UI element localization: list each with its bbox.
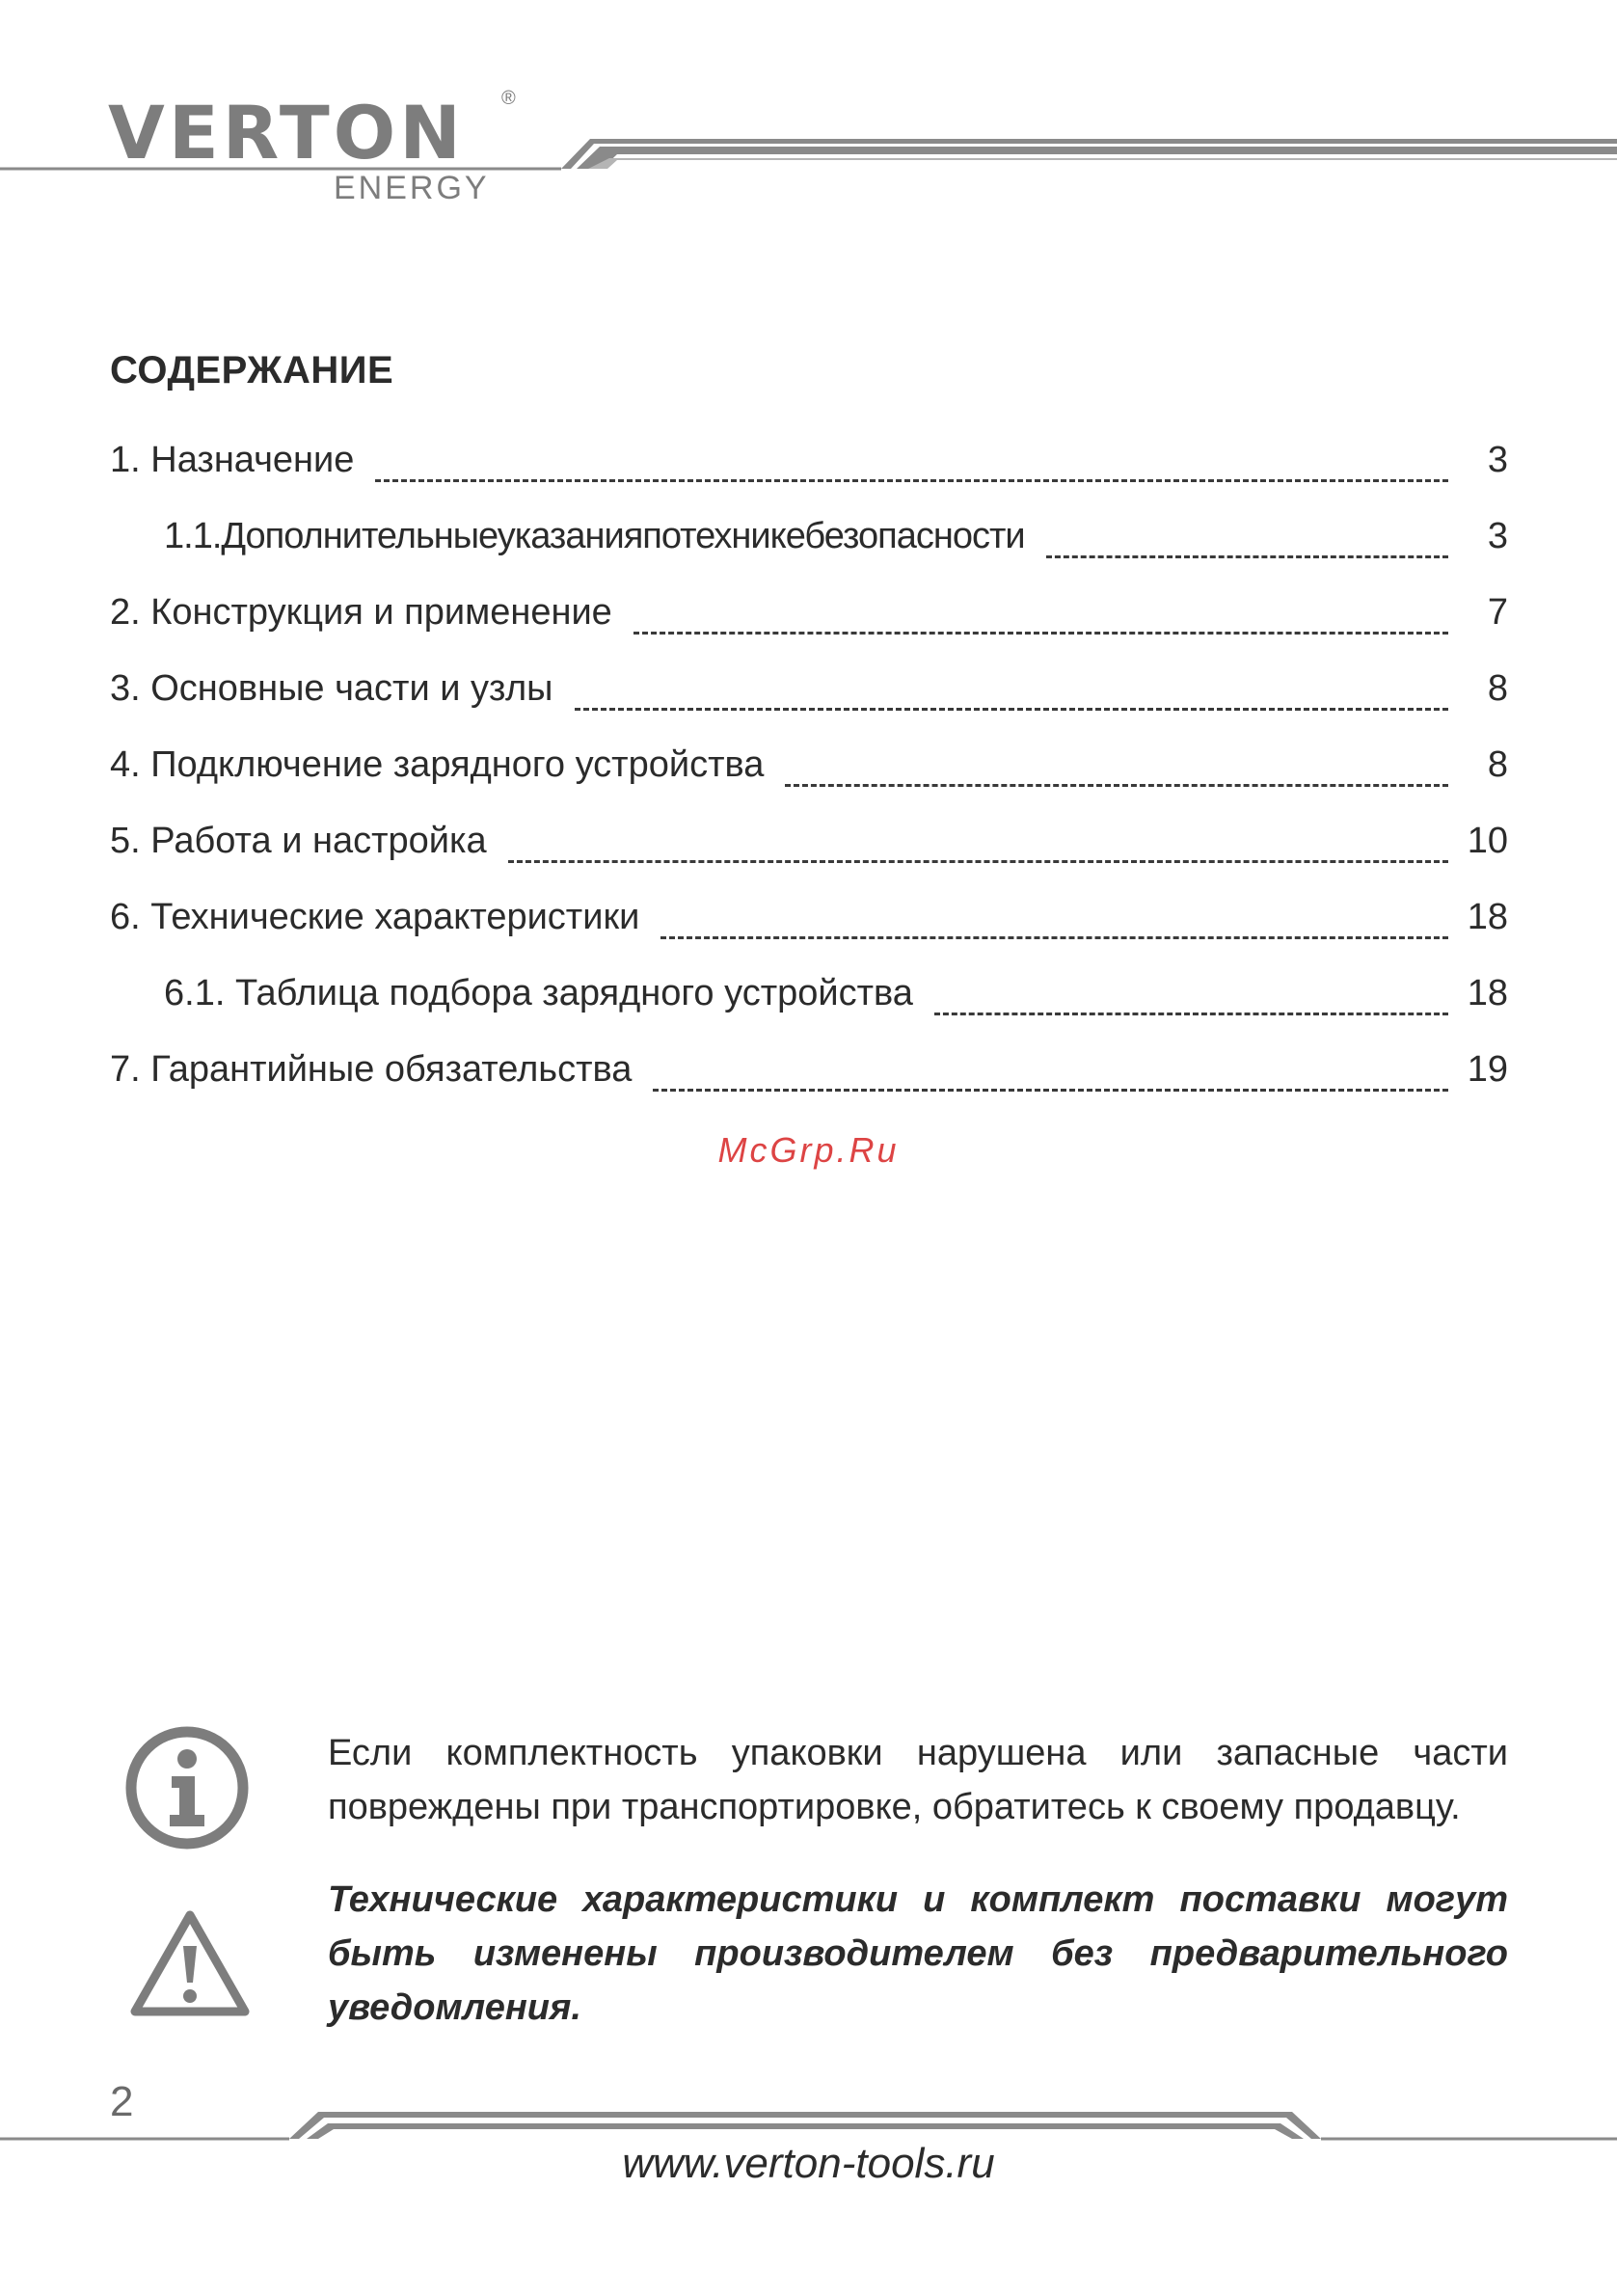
watermark: McGrp.Ru (717, 1130, 900, 1170)
toc-item[interactable] (110, 436, 1508, 484)
toc-item[interactable] (110, 817, 1508, 865)
toc-item[interactable] (110, 741, 1508, 789)
website-link[interactable]: www.verton-tools.ru (622, 2140, 995, 2187)
brand-logo-subtitle: ENERGY (334, 170, 490, 206)
toc-leader (934, 1013, 1448, 1015)
toc-item-label: 6.1. Таблица подбора зарядного устройства (164, 973, 913, 1013)
header-rule (0, 125, 1617, 174)
toc-item[interactable] (110, 588, 1508, 636)
toc-item-label: 2. Конструкция и применение (110, 592, 612, 633)
toc-leader (660, 936, 1448, 939)
toc-item-page: 10 (1467, 821, 1508, 861)
toc-leader (375, 479, 1448, 482)
toc-leader (508, 860, 1448, 863)
warning-icon (127, 1907, 253, 2019)
toc-item-page: 18 (1467, 973, 1508, 1013)
registered-mark: ® (501, 88, 516, 109)
toc-item[interactable] (110, 664, 1508, 713)
toc-item-page: 3 (1487, 440, 1508, 480)
toc-item-label: 6. Технические характеристики (110, 897, 640, 937)
toc-leader (653, 1089, 1448, 1092)
toc-leader (785, 784, 1448, 787)
toc-item-label: 1.1.Дополнительныеуказанияпотехникебезопасности (164, 516, 1025, 556)
toc-leader (1046, 555, 1448, 558)
toc-item-page: 3 (1487, 516, 1508, 556)
toc-item[interactable] (110, 1045, 1508, 1094)
toc-item-label: 1. Назначение (110, 440, 355, 480)
warning-note: Технические характеристики и комплект поставки могут быть изменены производителем без предварительного уведомления. (328, 1879, 1508, 2028)
info-note: Если комплектность упаковки нарушена или запасные части повреждены при транспортировке, обратитесь к своему продавцу. (328, 1733, 1508, 1827)
toc-leader (575, 708, 1449, 711)
toc-item-page: 8 (1487, 744, 1508, 785)
brand-logo: VERTON (108, 90, 465, 176)
toc-item-label: 3. Основные части и узлы (110, 668, 553, 709)
toc-item-page: 19 (1467, 1049, 1508, 1090)
toc-item[interactable] (164, 512, 1508, 560)
toc-leader (633, 632, 1448, 635)
toc-item-page: 7 (1487, 592, 1508, 633)
toc-item[interactable] (164, 969, 1508, 1017)
toc-item-page: 8 (1487, 668, 1508, 709)
toc-item-label: 7. Гарантийные обязательства (110, 1049, 633, 1090)
toc-item-page: 18 (1467, 897, 1508, 937)
toc-item-label: 5. Работа и настройка (110, 821, 487, 861)
toc-item-label: 4. Подключение зарядного устройства (110, 744, 765, 785)
footer-rule (0, 2102, 1617, 2141)
page-number: 2 (110, 2078, 134, 2125)
toc-title: СОДЕРЖАНИЕ (110, 349, 394, 392)
info-icon (123, 1724, 251, 1851)
toc-item[interactable] (110, 893, 1508, 941)
